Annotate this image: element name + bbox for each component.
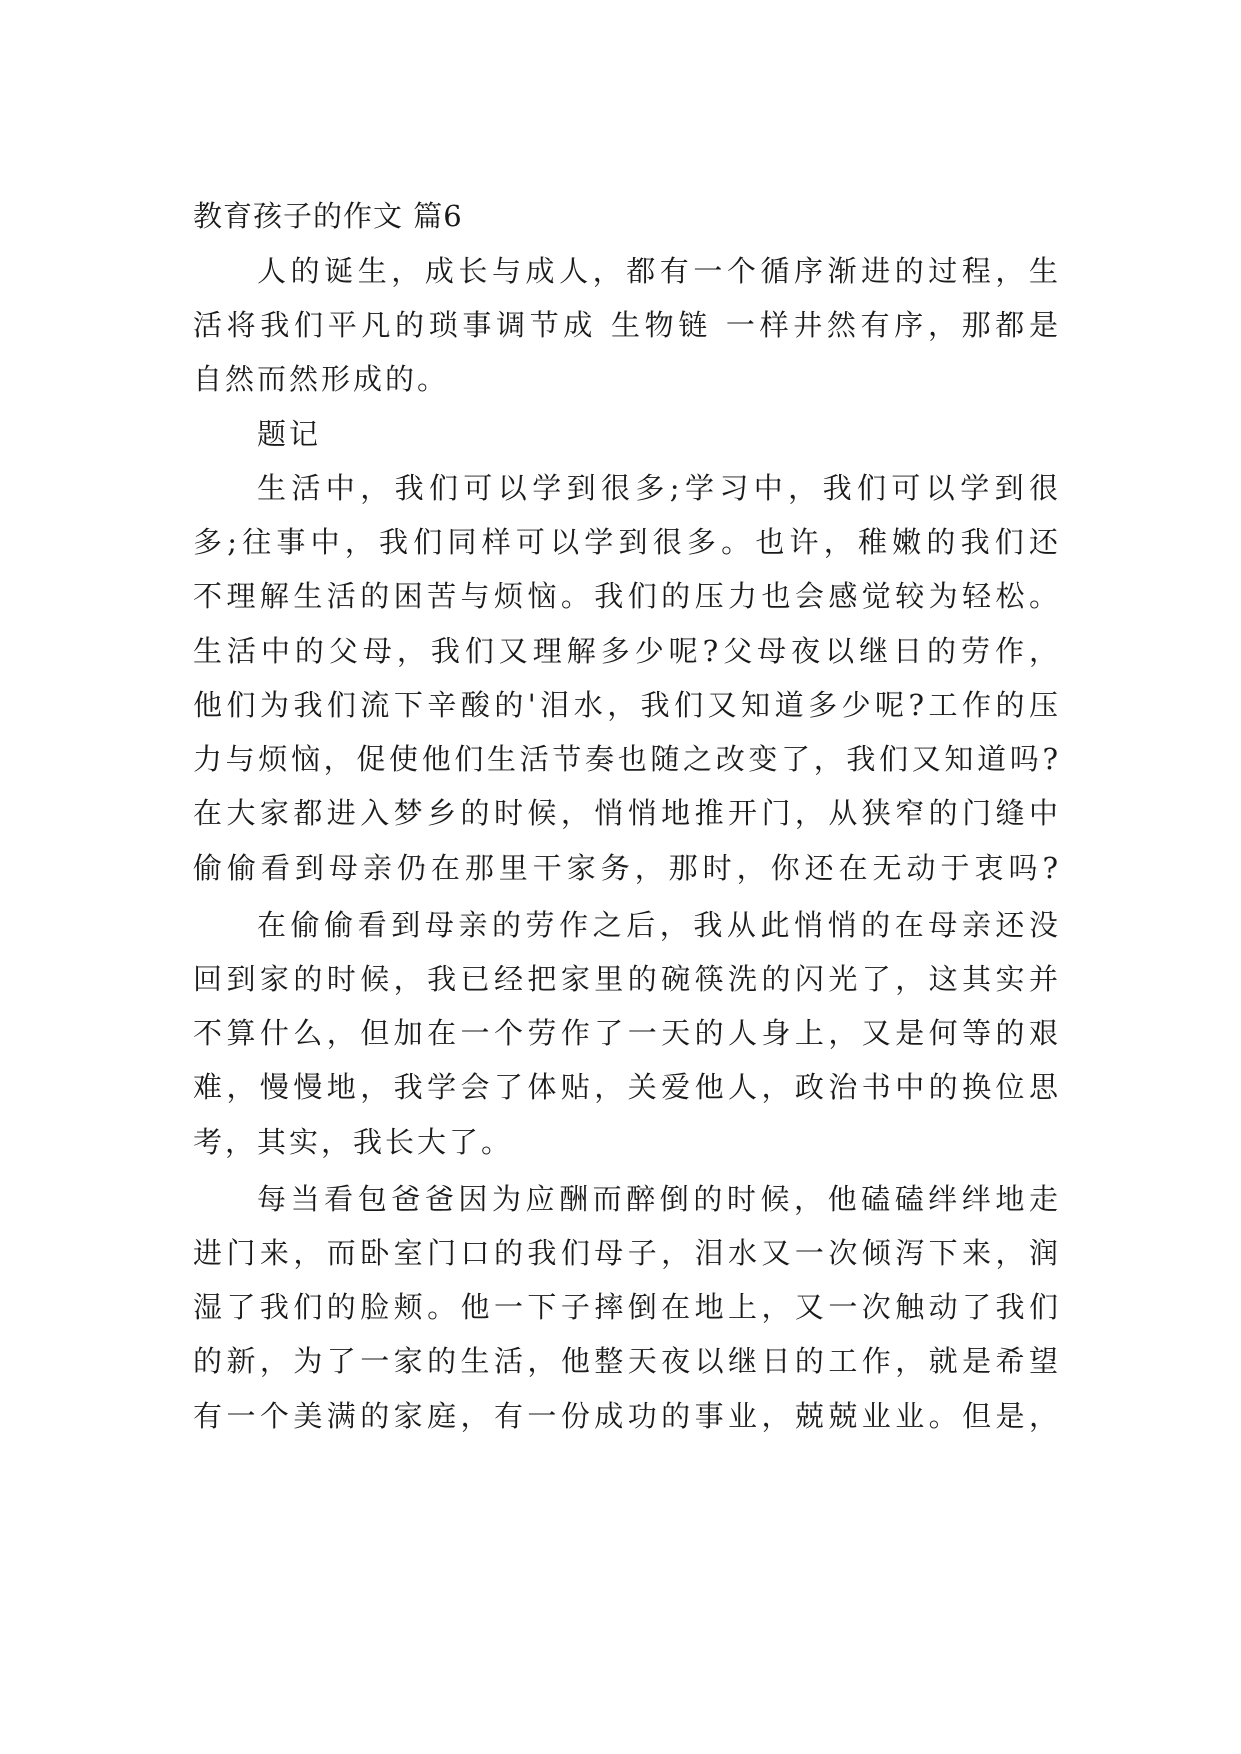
paragraph-line: 回到家的时候，我已经把家里的碗筷洗的闪光了，这其实并 bbox=[193, 962, 1058, 996]
paragraph-line: 偷偷看到母亲仍在那里干家务，那时，你还在无动于衷吗? bbox=[193, 851, 1058, 885]
paragraph-line: 每当看包爸爸因为应酬而醉倒的时候，他磕磕绊绊地走 bbox=[257, 1182, 1058, 1216]
paragraph-line: 的新，为了一家的生活，他整天夜以继日的工作，就是希望 bbox=[193, 1344, 1058, 1378]
paragraph-line: 难，慢慢地，我学会了体贴，关爱他人，政治书中的换位思 bbox=[193, 1070, 1058, 1104]
paragraph-line: 湿了我们的脸颊。他一下子摔倒在地上，又一次触动了我们 bbox=[193, 1290, 1058, 1324]
paragraph-line: 力与烦恼，促使他们生活节奏也随之改变了，我们又知道吗? bbox=[193, 742, 1058, 776]
paragraph-line: 考，其实，我长大了。 bbox=[193, 1125, 514, 1159]
paragraph-line: 有一个美满的家庭，有一份成功的事业，兢兢业业。但是， bbox=[193, 1399, 1058, 1433]
paragraph-line: 在偷偷看到母亲的劳作之后，我从此悄悄的在母亲还没 bbox=[257, 908, 1058, 942]
paragraph-line: 生活中，我们可以学到很多;学习中，我们可以学到很 bbox=[257, 471, 1058, 505]
paragraph-line: 进门来，而卧室门口的我们母子，泪水又一次倾泻下来，润 bbox=[193, 1236, 1058, 1270]
paragraph-line: 不理解生活的困苦与烦恼。我们的压力也会感觉较为轻松。 bbox=[193, 579, 1058, 613]
paragraph-line: 在大家都进入梦乡的时候，悄悄地推开门，从狭窄的门缝中 bbox=[193, 796, 1058, 830]
paragraph-line: 多;往事中，我们同样可以学到很多。也许，稚嫩的我们还 bbox=[193, 525, 1058, 559]
paragraph-line: 他们为我们流下辛酸的'泪水，我们又知道多少呢?工作的压 bbox=[193, 688, 1058, 722]
paragraph-line: 不算什么，但加在一个劳作了一天的人身上，又是何等的艰 bbox=[193, 1016, 1058, 1050]
epigraph-line: 题记 bbox=[257, 417, 322, 451]
paragraph-line: 生活中的父母，我们又理解多少呢?父母夜以继日的劳作， bbox=[193, 634, 1058, 668]
paragraph-line: 自然而然形成的。 bbox=[193, 362, 450, 396]
document-title: 教育孩子的作文 篇6 bbox=[193, 199, 463, 233]
paragraph-line: 活将我们平凡的琐事调节成 生物链 一样井然有序，那都是 bbox=[193, 308, 1058, 342]
paragraph-line: 人的诞生，成长与成人，都有一个循序渐进的过程，生 bbox=[257, 254, 1058, 288]
